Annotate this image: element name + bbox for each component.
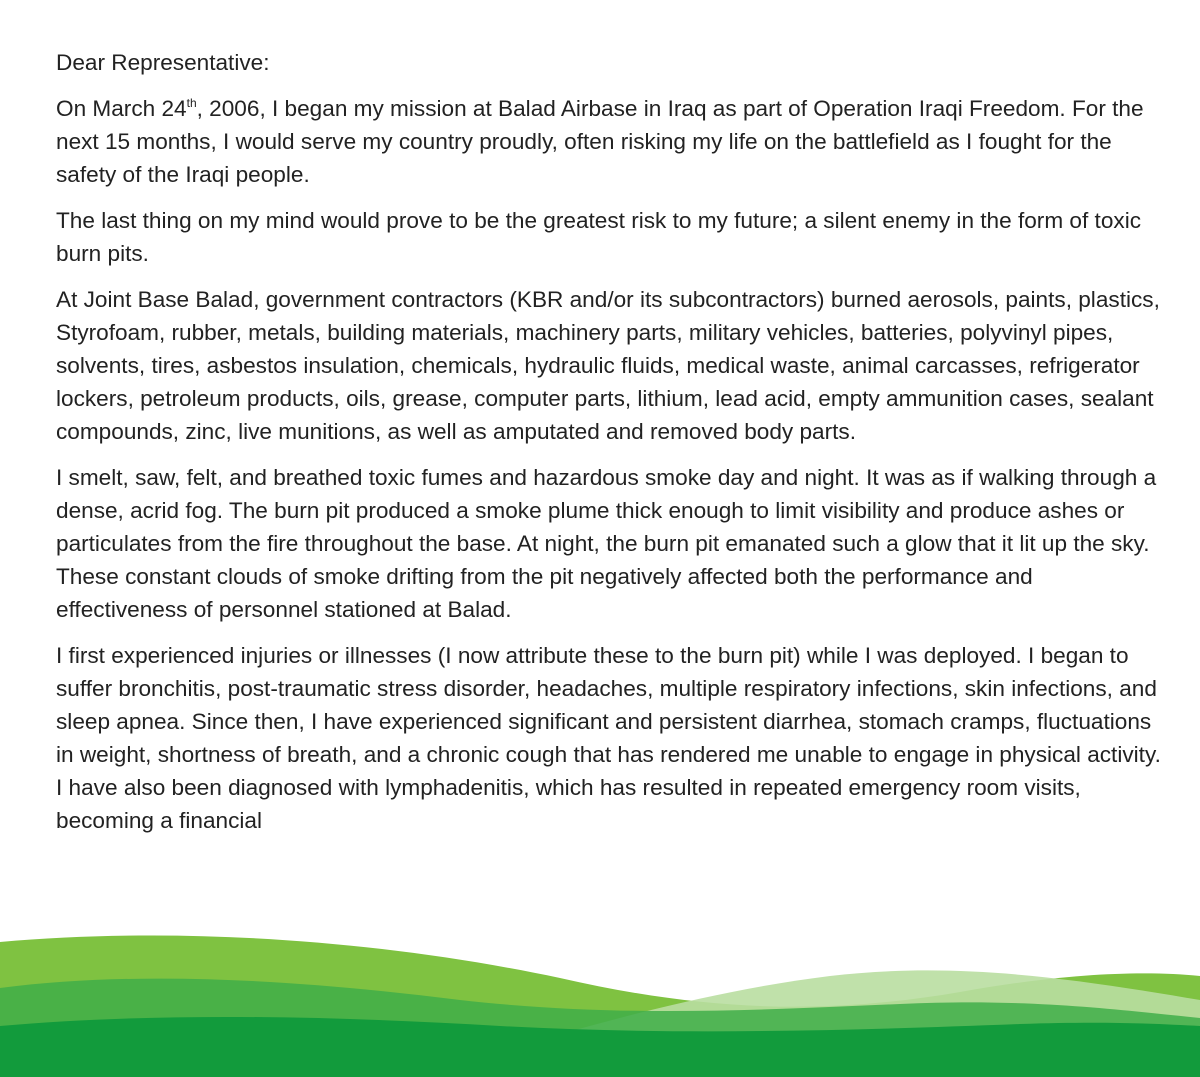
paragraph-1-rest: , 2006, I began my mission at Balad Airbase in Iraq as part of Operation Iraqi Freedom. For the next 15 months, I would serve my country proudly, often risking my life on the battlefield as I fought for the safety of the Iraqi people. xyxy=(56,96,1144,187)
paragraph-1-start: On March 24 xyxy=(56,96,187,121)
paragraph-4: I smelt, saw, felt, and breathed toxic fumes and hazardous smoke day and night. It was as if walking through a dense, acrid fog. The burn pit produced a smoke plume thick enough to limit visibility and produce ashes or particulates from the fire throughout the base. At night, the burn pit emanated such a glow that it lit up the sky. These constant clouds of smoke drifting from the pit negatively affected both the performance and effectiveness of personnel stationed at Balad. xyxy=(56,465,1157,622)
paragraph-1 xyxy=(56,92,1166,191)
paragraph-5: I first experienced injuries or illnesses (I now attribute these to the burn pit) while I was deployed. I began to suffer bronchitis, post-traumatic stress disorder, headaches, multiple respiratory infections, skin infections, and sleep apnea. Since then, I have experienced significant and persistent diarrhea, stomach cramps, fluctuations in weight, shortness of breath, and a chronic cough that has rendered me unable to engage in physical activity. I have also been diagnosed with lymphadenitis, which has resulted in repeated emergency room visits, becoming a financial xyxy=(56,643,1161,833)
paragraph-3: At Joint Base Balad, government contractors (KBR and/or its subcontractors) burned aerosols, paints, plastics, Styrofoam, rubber, metals, building materials, machinery parts, military vehicles, batteries, polyvinyl pipes, solvents, tires, asbestos insulation, chemicals, hydraulic fluids, medical waste, animal carcasses, refrigerator lockers, petroleum products, oils, grease, computer parts, lithium, lead acid, empty ammunition cases, sealant compounds, zinc, live munitions, as well as amputated and removed body parts. xyxy=(56,287,1160,444)
green-wave-footer xyxy=(0,930,1200,1077)
paragraph-2: The last thing on my mind would prove to be the greatest risk to my future; a silent enemy in the form of toxic burn pits. xyxy=(56,208,1142,266)
salutation: Dear Representative: xyxy=(56,50,270,75)
ordinal-suffix: th xyxy=(186,96,197,110)
letter-body xyxy=(56,46,1166,850)
